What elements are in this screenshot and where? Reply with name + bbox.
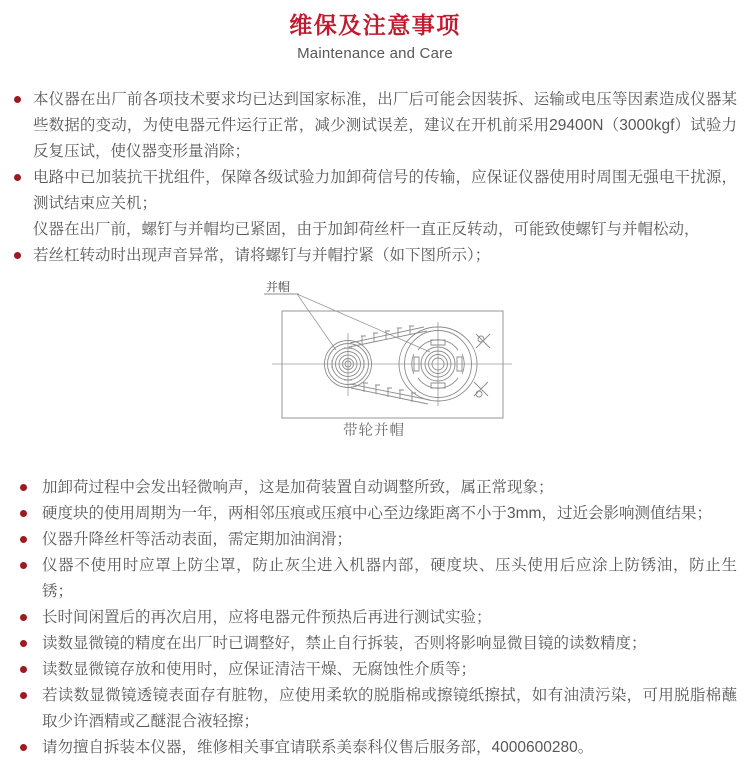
note-item: [14, 501, 737, 527]
bullet-icon: [20, 562, 27, 569]
figure-callout-label: 并帽: [266, 280, 291, 294]
note-text: 请勿擅自拆装本仪器，维修相关事宜请联系美泰科仪售后服务部，4000600280。: [42, 739, 594, 756]
bullet-icon: [20, 614, 27, 621]
bullet-icon: [14, 96, 21, 103]
bullet-icon: [20, 510, 27, 517]
note-text: 仪器在出厂前，螺钉与并帽均已紧固，由于加卸荷丝杆一直正反转动，可能致使螺钉与并帽松动，: [33, 221, 700, 238]
note-text: 若丝杠转动时出现声音异常，请将螺钉与并帽拧紧（如下图所示）；: [33, 247, 491, 264]
note-text: 电路中已加装抗干扰组件，保障各级试验力加卸荷信号的传输，应保证仪器使用时周围无强电干扰源，测试结束应关机；: [33, 169, 737, 212]
bullet-icon: [20, 640, 27, 647]
page-header: [0, 0, 750, 63]
note-item: [14, 605, 737, 631]
note-item: [14, 553, 737, 605]
note-item: [14, 243, 737, 269]
note-text: 长时间闲置后的再次启用，应将电器元件预热后再进行测试实验；: [42, 609, 492, 626]
note-text: 本仪器在出厂前各项技术要求均已达到国家标准，出厂后可能会因装拆、运输或电压等因素造成仪器某些数据的变动，为使电器元件运行正常，减少测试误差，建议在开机前采用29400N（3000kgf）试验力反复压试，使仪器变形量消除；: [33, 91, 737, 160]
bullet-icon: [20, 692, 27, 699]
note-item: [14, 735, 737, 761]
pulley-diagram: [0, 276, 750, 442]
screw-mark-top: [476, 334, 490, 348]
bullet-icon: [20, 744, 27, 751]
notes-bottom-list: [0, 475, 750, 761]
note-text: 读数显微镜的精度在出厂时已调整好，禁止自行拆装，否则将影响显微目镜的读数精度；: [42, 635, 647, 652]
note-item: [14, 631, 737, 657]
note-item: [14, 657, 737, 683]
figure-frame: [282, 311, 503, 418]
bullet-icon: [20, 484, 27, 491]
bullet-icon: [20, 536, 27, 543]
note-item: [14, 683, 737, 735]
page-title: 维保及注意事项: [289, 12, 461, 38]
page-subtitle: Maintenance and Care: [297, 45, 453, 62]
screw-mark-bottom: [474, 382, 488, 397]
belt-lower: [350, 383, 430, 404]
pulley-figure: [0, 276, 750, 442]
note-item: [14, 165, 737, 217]
note-text: 读数显微镜存放和使用时，应保证清洁干燥、无腐蚀性介质等；: [42, 661, 477, 678]
figure-caption: 带轮并帽: [343, 423, 405, 439]
note-text: 仪器不使用时应罩上防尘罩，防止灰尘进入机器内部，硬度块、压头使用后应涂上防锈油，防止生锈；: [42, 557, 737, 600]
note-item: [14, 527, 737, 553]
bullet-icon: [14, 174, 21, 181]
note-item: [14, 217, 737, 243]
note-item: [14, 87, 737, 165]
bullet-icon: [14, 252, 21, 259]
note-text: 仪器升降丝杆等活动表面，需定期加油润滑；: [42, 531, 353, 548]
notes-top-list: [0, 87, 750, 269]
note-text: 硬度块的使用周期为一年，两相邻压痕或压痕中心至边缘距离不小于3mm，过近会影响测值结果；: [42, 505, 712, 522]
note-text: 若读数显微镜透镜表面存有脏物，应使用柔软的脱脂棉或擦镜纸擦拭，如有油渍污染，可用脱脂棉蘸取少许酒精或乙醚混合液轻擦；: [42, 687, 737, 730]
bullet-icon: [20, 666, 27, 673]
note-text: 加卸荷过程中会发出轻微响声，这是加荷装置自动调整所致，属正常现象；: [42, 479, 554, 496]
note-item: [14, 475, 737, 501]
